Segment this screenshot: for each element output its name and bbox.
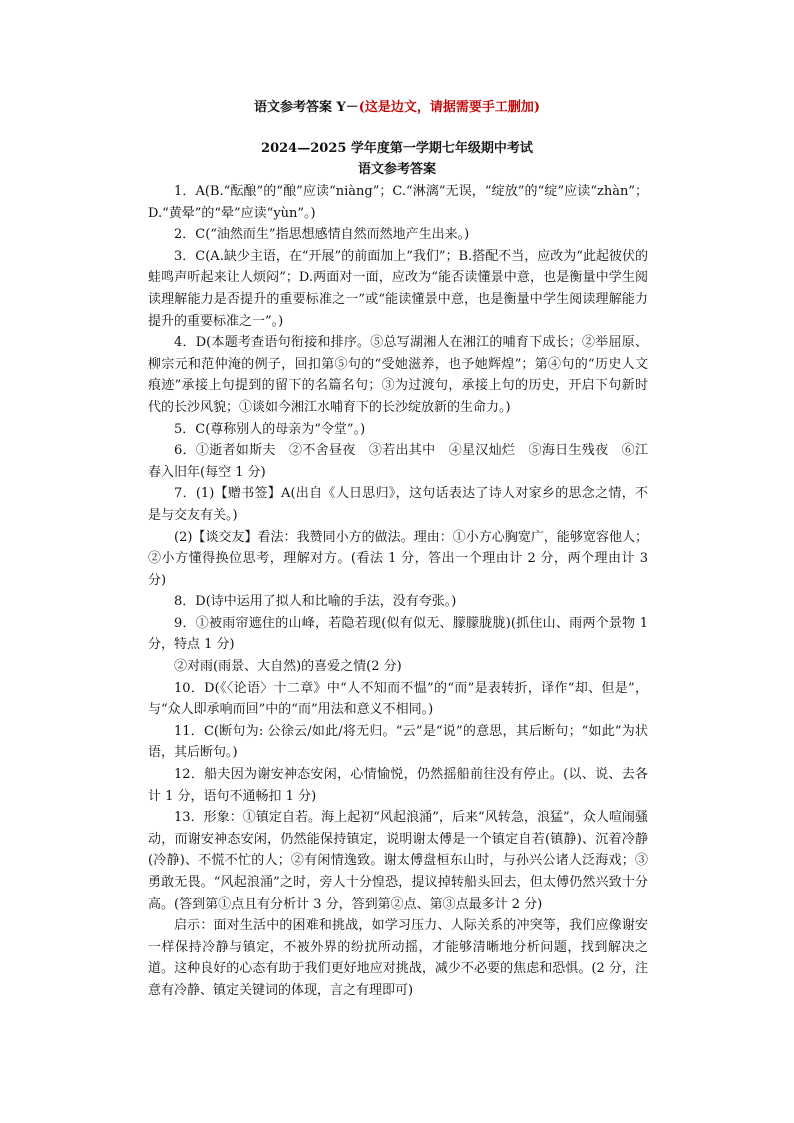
answer-item-8: 8．D(诗中运用了拟人和比喻的手法，没有夸张。): [174, 594, 457, 610]
answer-item-10: 10．D(《〈论语〉十二章》中“人不知而不愠”的“而”是表转折，译作“却、但是”，与“众人即承响而回”中的“而”用法和意义不相同。): [148, 680, 648, 718]
answer-item-11: 11．C(断句为: 公徐云/如此/将无归。“云”是“说”的意思，其后断句；“如此”为状语，其后断句。): [148, 723, 648, 761]
running-header-label: 语文参考答案 Y－: [253, 100, 359, 115]
answer-item-5: 5．C(尊称别人的母亲为“令堂”。): [174, 421, 366, 437]
answer-item-6: 6．①逝者如斯夫 ②不舍昼夜 ③若出其中 ④星汉灿烂 ⑤海日生残夜 ⑥江春入旧年(每空 1 分): [148, 443, 648, 480]
answer-item-9-part-2: ②对雨(雨景、大自然)的喜爱之情(2 分): [174, 659, 402, 675]
answer-item-4: 4．D(本题考查语句衔接和排序。⑤总写湖湘人在湘江的哺育下成长；②举屈原、柳宗元和范仲淹的例子，回扣第⑤句的“受她滋养，也予她辉煌”；第④句的“历史人文痕迹”承接上句提到的留下的名篇名句；③为过渡句，承接上句的历史，开启下句新时代的长沙风貌；①谈如今湘江水哺育下的长沙绽放新的生命力。): [148, 335, 648, 415]
answer-item-3: 3．C(A.缺少主语，在“开展”的前面加上“我们”；B.搭配不当，应改为“此起彼伏的蛙鸣声听起来让人烦闷”；D.两面对一面，应改为“能否读懂景中意，也是衡量中学生阅读理解能力是否提升的重要标准之一”或“能读懂景中意，也是衡量中学生阅读理解能力提升的重要标准之一”。): [148, 248, 648, 329]
answer-item-7-part-2: (2)【谈交友】看法：我赞同小方的做法。理由：①小方心胸宽广，能够宽容他人；②小方懂得换位思考，理解对方。(看法 1 分，答出一个理由计 2 分，两个理由计 3 分): [148, 529, 649, 588]
document-subtitle: 语文参考答案: [357, 162, 436, 177]
answer-item-13-image: 13．形象：①镇定自若。海上起初“风起浪涌”，后来“风转急，浪猛”，众人喧闹骚动，而谢安神态安闲，仍然能保持镇定，说明谢太傅是一个镇定自若(镇静)、沉着冷静(冷静)、不慌不忙的人；②有闲情逸致。谢太傅盘桓东山时，与孙兴公诸人泛海戏；③勇敢无畏。“风起浪涌”之时，旁人十分惶恐，提议掉转船头回去，但太傅仍然兴致十分高。(答到第①点且有分析计 3 分，答到第②点、第③点最多计 2 分): [148, 810, 648, 912]
answer-item-13-insight: 启示：面对生活中的困难和挑战，如学习压力、人际关系的冲突等，我们应像谢安一样保持冷静与镇定，不被外界的纷扰所动摇，才能够清晰地分析问题，找到解决之道。这种良好的心态有助于我们更好地应对挑战，减少不必要的焦虑和恐惧。(2 分，注意有冷静、镇定关键词的体现，言之有理即可): [148, 918, 648, 998]
answer-item-12: 12．船夫因为谢安神态安闲，心情愉悦，仍然摇船前往没有停止。(以、说、去各计 1 分，语句不通畅扣 1 分): [148, 767, 648, 804]
running-header-note: (这是边文，请据需要手工删加): [358, 100, 541, 115]
answer-item-1: 1．A(B.“酝酿”的“酿”应读“niàng”；C.“淋漓”无误，“绽放”的“绽”应读“zhàn”；D.“黄晕”的“晕”应读“yùn”。): [148, 184, 648, 221]
answer-body: [148, 181, 648, 1002]
answer-item-7-part-1: 7．(1)【赠书签】A(出自《人日思归》，这句话表达了诗人对家乡的思念之情，不是与交友有关。): [148, 486, 648, 523]
answer-item-9-part-1: 9．①被雨帘遮住的山峰，若隐若现(似有似无、朦朦胧胧)(抓住山、雨两个景物 1 分，特点 1 分): [148, 615, 648, 653]
running-header: [0, 100, 794, 116]
answer-item-2: 2．C(“油然而生”指思想感情自然而然地产生出来。): [174, 227, 470, 243]
exam-title: 2024—2025 学年度第一学期七年级期中考试: [261, 141, 533, 156]
